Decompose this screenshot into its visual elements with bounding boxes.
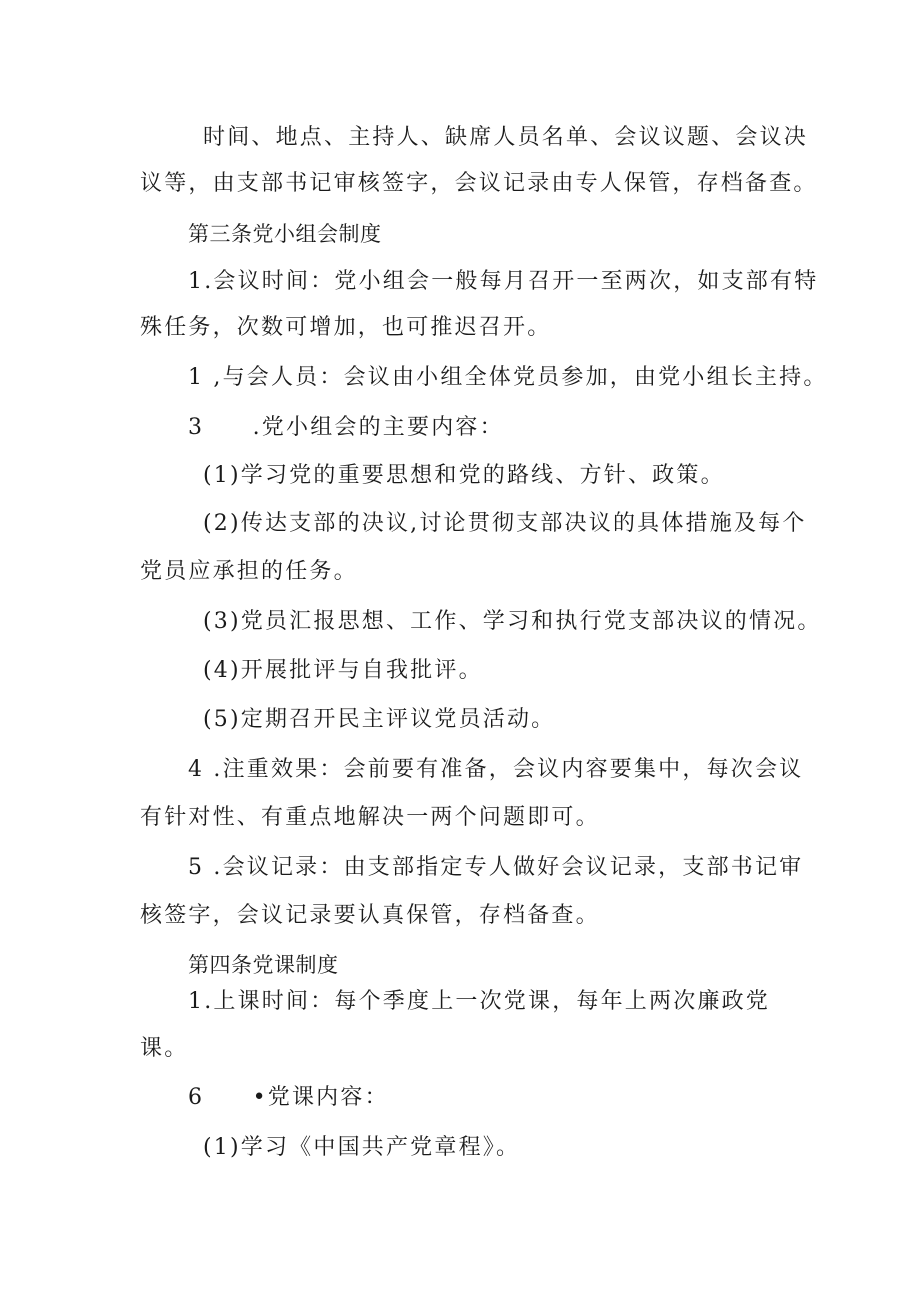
paragraph-line: 时间、地点、主持人、缺席人员名单、会议议题、会议决	[203, 125, 809, 150]
paragraph-line: 4 .注重效果：会前要有准备，会议内容要集中，每次会议	[188, 757, 804, 782]
paragraph-line: 课。	[140, 1036, 189, 1061]
paragraph-line: 殊任务，次数可增加，也可推迟召开。	[140, 315, 552, 340]
paragraph-line: 有针对性、有重点地解决一两个问题即可。	[140, 805, 600, 830]
section-heading: 第三条党小组会制度	[188, 222, 382, 246]
paragraph-line: 5 .会议记录：由支部指定专人做好会议记录，支部书记审	[188, 855, 804, 880]
paragraph-line: 6 •党课内容：	[188, 1085, 389, 1110]
paragraph-line: 1.上课时间：每个季度上一次党课，每年上两次廉政党	[188, 989, 770, 1014]
paragraph-line: 议等，由支部书记审核签字，会议记录由专人保管，存档备查。	[140, 171, 818, 196]
list-item: (1)学习党的重要思想和党的路线、方针、政策。	[203, 463, 725, 488]
list-item: (2)传达支部的决议,讨论贯彻支部决议的具体措施及每个	[203, 511, 807, 536]
paragraph-line: 1 ,与会人员：会议由小组全体党员参加，由党小组长主持。	[188, 365, 828, 390]
section-heading: 第四条党课制度	[188, 953, 339, 977]
list-item: (4)开展批评与自我批评。	[203, 658, 483, 683]
paragraph-line: 核签字，会议记录要认真保管，存档备查。	[140, 903, 600, 928]
list-item: (1)学习《中国共产党章程》。	[203, 1135, 521, 1160]
paragraph-line: 3 .党小组会的主要内容：	[188, 415, 504, 440]
paragraph-line: 1.会议时间：党小组会一般每月召开一至两次，如支部有特	[188, 269, 819, 294]
list-item: (5)定期召开民主评议党员活动。	[203, 707, 556, 732]
paragraph-line: 党员应承担的任务。	[140, 559, 358, 584]
list-item: (3)党员汇报思想、工作、学习和执行党支部决议的情况。	[203, 609, 822, 634]
